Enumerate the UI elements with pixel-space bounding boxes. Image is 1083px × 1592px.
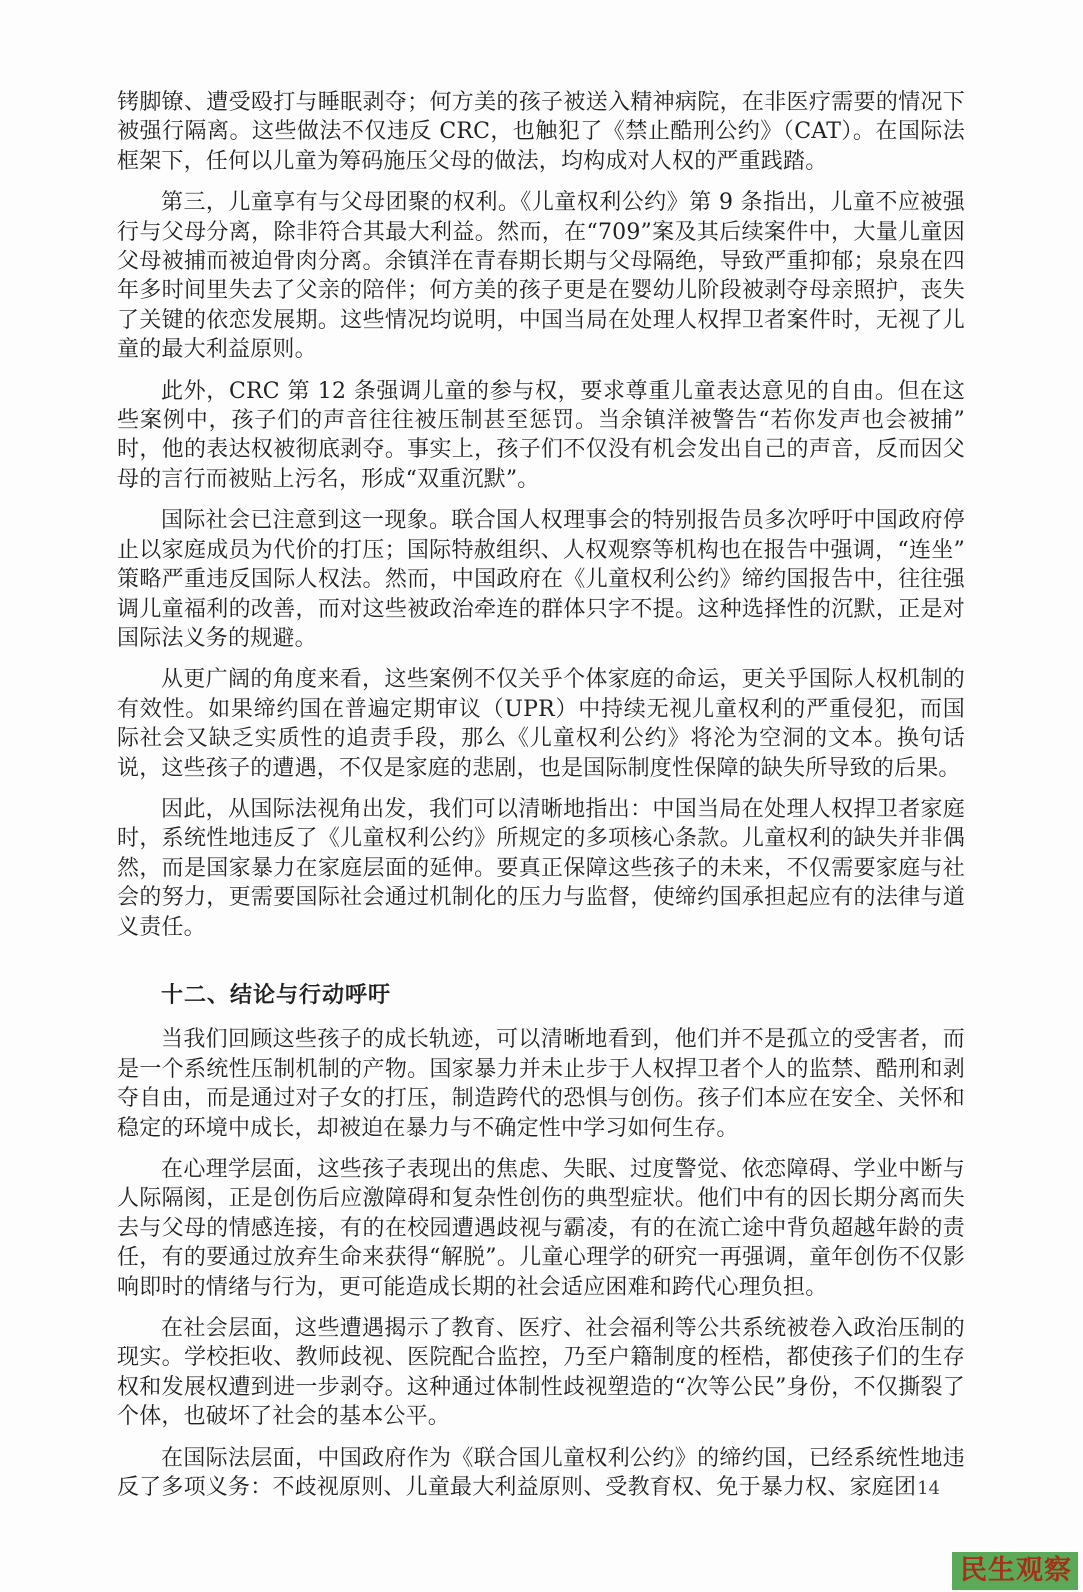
watermark-badge: 民生观察 (952, 1552, 1078, 1590)
paragraph: 因此，从国际法视角出发，我们可以清晰地指出：中国当局在处理人权捍卫者家庭时，系统性地违反了《儿童权利公约》所规定的多项核心条款。儿童权利的缺失并非偶然，而是国家暴力在家庭层面的延伸。要真正保障这些孩子的未来，不仅需要家庭与社会的努力，更需要国际社会通过机制化的压力与监督，使缔约国承担起应有的法律与道义责任。 (117, 796, 965, 940)
paragraph: 第三，儿童享有与父母团聚的权利。《儿童权利公约》第 9 条指出，儿童不应被强行与父母分离，除非符合其最大利益。然而，在“709”案及其后续案件中，大量儿童因父母被捕而被迫骨肉分离。余镇洋在青春期长期与父母隔绝，导致严重抑郁；泉泉在四年多时间里失去了父亲的陪伴；何方美的孩子更是在婴幼儿阶段被剥夺母亲照护，丧失了关键的依恋发展期。这些情况均说明，中国当局在处理人权捍卫者案件时，无视了儿童的最大利益原则。 (117, 190, 965, 363)
paragraph: 国际社会已注意到这一现象。联合国人权理事会的特别报告员多次呼吁中国政府停止以家庭成员为代价的打压；国际特赦组织、人权观察等机构也在报告中强调，“连坐”策略严重违反国际人权法。然而，中国政府在《儿童权利公约》缔约国报告中，往往强调儿童福利的改善，而对这些被政治牵连的群体只字不提。这种选择性的沉默，正是对国际法义务的规避。 (117, 508, 966, 651)
section-heading: 十二、结论与行动呼吁 (161, 981, 392, 1007)
paragraph: 此外，CRC 第 12 条强调儿童的参与权，要求尊重儿童表达意见的自由。但在这些案例中，孩子们的声音往往被压制甚至惩罚。当余镇洋被警告“若你发声也会被捕”时，他的表达权被彻底剥夺。事实上，孩子们不仅没有机会发出自己的声音，反而因父母的言行而被贴上污名，形成“双重沉默”。 (117, 378, 965, 492)
paragraph: 在心理学层面，这些孩子表现出的焦虑、失眠、过度警觉、依恋障碍、学业中断与人际隔阂，正是创伤后应激障碍和复杂性创伤的典型症状。他们中有的因长期分离而失去与父母的情感连接，有的在校园遭遇歧视与霸凌，有的在流亡途中背负超越年龄的责任，有的要通过放弃生命来获得“解脱”。儿童心理学的研究一再强调，童年创伤不仅影响即时的情绪与行为，更可能造成长期的社会适应困难和跨代心理负担。 (117, 1157, 965, 1300)
paragraph: 在国际法层面，中国政府作为《联合国儿童权利公约》的缔约国，已经系统性地违反了多项义务：不歧视原则、儿童最大利益原则、受教育权、免于暴力权、家庭团 (117, 1445, 965, 1501)
paragraph: 在社会层面，这些遭遇揭示了教育、医疗、社会福利等公共系统被卷入政治压制的现实。学校拒收、教师歧视、医院配合监控，乃至户籍制度的桎梏，都使孩子们的生存权和发展权遭到进一步剥夺。这种通过体制性歧视塑造的“次等公民”身份，不仅撕裂了个体，也破坏了社会的基本公平。 (117, 1316, 965, 1430)
paragraph-continuation: 铐脚镣、遭受殴打与睡眠剥夺；何方美的孩子被送入精神病院，在非医疗需要的情况下被强行隔离。这些做法不仅违反 CRC，也触犯了《禁止酷刑公约》（CAT）。在国际法框架下，任何以儿童为筹码施压父母的做法，均构成对人权的严重践踏。 (117, 90, 965, 174)
paragraph: 当我们回顾这些孩子的成长轨迹，可以清晰地看到，他们并不是孤立的受害者，而是一个系统性压制机制的产物。国家暴力并未止步于人权捍卫者个人的监禁、酷刑和剥夺自由，而是通过对子女的打压，制造跨代的恐惧与创伤。孩子们本应在安全、关怀和稳定的环境中成长，却被迫在暴力与不确定性中学习如何生存。 (117, 1027, 965, 1141)
page-body-text (117, 88, 965, 1514)
paragraph: 从更广阔的角度来看，这些案例不仅关乎个体家庭的命运，更关乎国际人权机制的有效性。如果缔约国在普遍定期审议（UPR）中持续无视儿童权利的严重侵犯，而国际社会又缺乏实质性的追责手段，那么《儿童权利公约》将沦为空洞的文本。换句话说，这些孩子的遭遇，不仅是家庭的悲剧，也是国际制度性保障的缺失所导致的后果。 (117, 667, 965, 781)
page-number: 14 (917, 1478, 940, 1499)
